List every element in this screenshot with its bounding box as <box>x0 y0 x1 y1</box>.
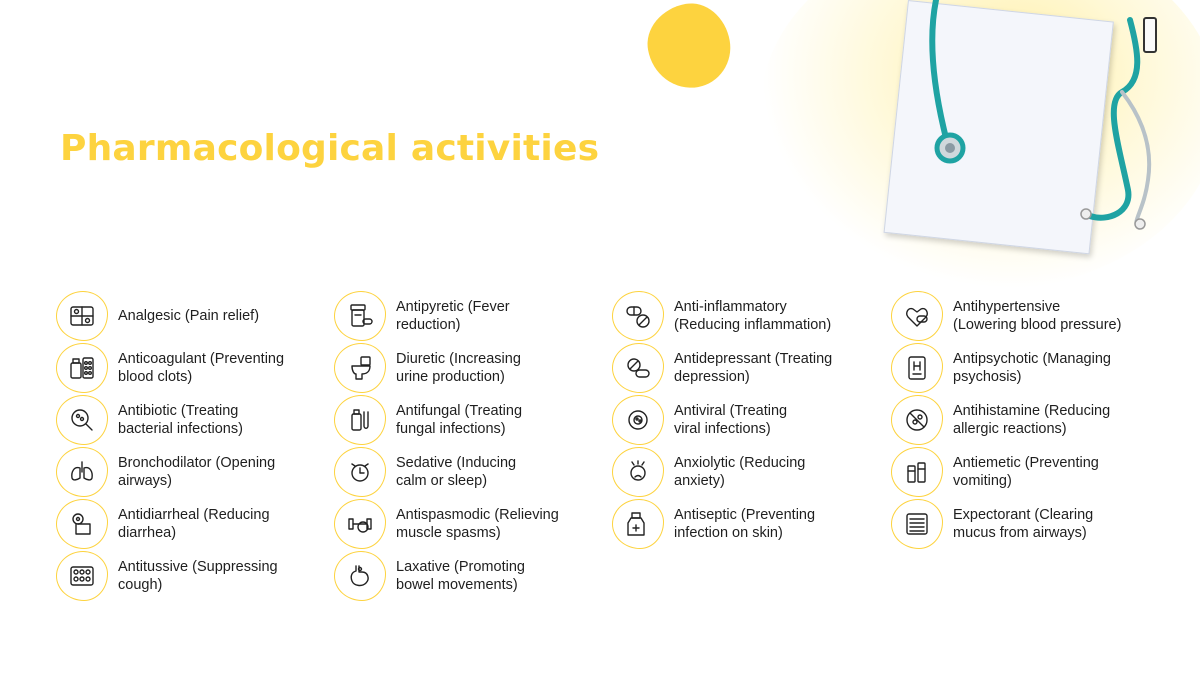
activities-column <box>891 290 1151 550</box>
no-allergen-icon <box>891 395 943 445</box>
activity-item <box>612 342 872 394</box>
activity-item <box>334 498 594 550</box>
activity-item <box>56 550 316 602</box>
alarm-clock-icon <box>334 447 386 497</box>
pill-bottle-icon <box>334 291 386 341</box>
activity-label: Antihypertensive (Lowering blood pressure) <box>953 299 1122 333</box>
activity-label: Expectorant (Clearing mucus from airways) <box>953 507 1094 541</box>
capsules-icon <box>612 291 664 341</box>
virus-icon <box>612 395 664 445</box>
dumbbell-icon <box>334 499 386 549</box>
activities-column <box>612 290 872 550</box>
activity-label: Anxiolytic (Reducing anxiety) <box>674 455 806 489</box>
heart-pill-icon <box>891 291 943 341</box>
activity-label: Analgesic (Pain relief) <box>118 308 260 324</box>
activity-label: Antispasmodic (Relieving muscle spasms) <box>396 507 559 541</box>
toilet-paper-icon <box>56 499 108 549</box>
cough-drops-icon <box>56 551 108 601</box>
activity-item <box>334 342 594 394</box>
expectorant-pack-icon <box>891 499 943 549</box>
cream-tube-icon <box>334 395 386 445</box>
petri-dish-icon <box>56 395 108 445</box>
activity-item <box>56 394 316 446</box>
medicine-vials-icon <box>891 447 943 497</box>
toilet-icon <box>334 343 386 393</box>
activities-column <box>56 290 316 602</box>
activity-item <box>891 290 1151 342</box>
activity-item <box>334 446 594 498</box>
activity-label: Antidepressant (Treating depression) <box>674 351 833 385</box>
brain-tablet-icon <box>891 343 943 393</box>
activities-column <box>334 290 594 602</box>
stethoscope-image <box>908 0 1168 240</box>
activity-label: Antidiarrheal (Reducing diarrhea) <box>118 507 270 541</box>
activity-label: Laxative (Promoting bowel movements) <box>396 559 525 593</box>
activity-item <box>891 342 1151 394</box>
pills-icon <box>612 343 664 393</box>
antiseptic-bottle-icon <box>612 499 664 549</box>
activity-item <box>334 550 594 602</box>
activity-item <box>612 394 872 446</box>
activity-item <box>56 446 316 498</box>
medicine-bottle-blister-icon <box>56 343 108 393</box>
anxious-face-icon <box>612 447 664 497</box>
stomach-icon <box>334 551 386 601</box>
activity-item <box>612 498 872 550</box>
activity-item <box>56 342 316 394</box>
activity-label: Anti-inflammatory (Reducing inflammation) <box>674 299 832 333</box>
activity-label: Antipsychotic (Managing psychosis) <box>953 351 1111 385</box>
activity-label: Bronchodilator (Opening airways) <box>118 455 276 489</box>
page-title: Pharmacological activities <box>60 128 600 169</box>
lungs-icon <box>56 447 108 497</box>
activity-item <box>612 290 872 342</box>
activity-label: Anticoagulant (Preventing blood clots) <box>118 351 285 385</box>
activity-item <box>56 498 316 550</box>
activity-label: Antibiotic (Treating bacterial infections) <box>118 403 243 437</box>
activity-label: Antifungal (Treating fungal infections) <box>396 403 523 437</box>
activity-item <box>334 290 594 342</box>
activity-label: Antiviral (Treating viral infections) <box>674 403 788 437</box>
activity-item <box>334 394 594 446</box>
activity-item <box>891 446 1151 498</box>
activity-label: Diuretic (Increasing urine production) <box>396 351 521 385</box>
yellow-blob-decoration <box>641 0 736 94</box>
activity-label: Antihistamine (Reducing allergic reactions) <box>953 403 1111 437</box>
pill-box-icon <box>56 291 108 341</box>
activity-item <box>612 446 872 498</box>
activity-label: Antipyretic (Fever reduction) <box>396 299 510 333</box>
activity-item <box>891 498 1151 550</box>
activity-label: Antiseptic (Preventing infection on skin) <box>674 507 816 541</box>
activity-item <box>56 290 316 342</box>
activity-label: Antitussive (Suppressing cough) <box>118 559 278 593</box>
activity-label: Sedative (Inducing calm or sleep) <box>396 455 517 489</box>
activity-label: Antiemetic (Preventing vomiting) <box>953 455 1099 489</box>
activity-item <box>891 394 1151 446</box>
